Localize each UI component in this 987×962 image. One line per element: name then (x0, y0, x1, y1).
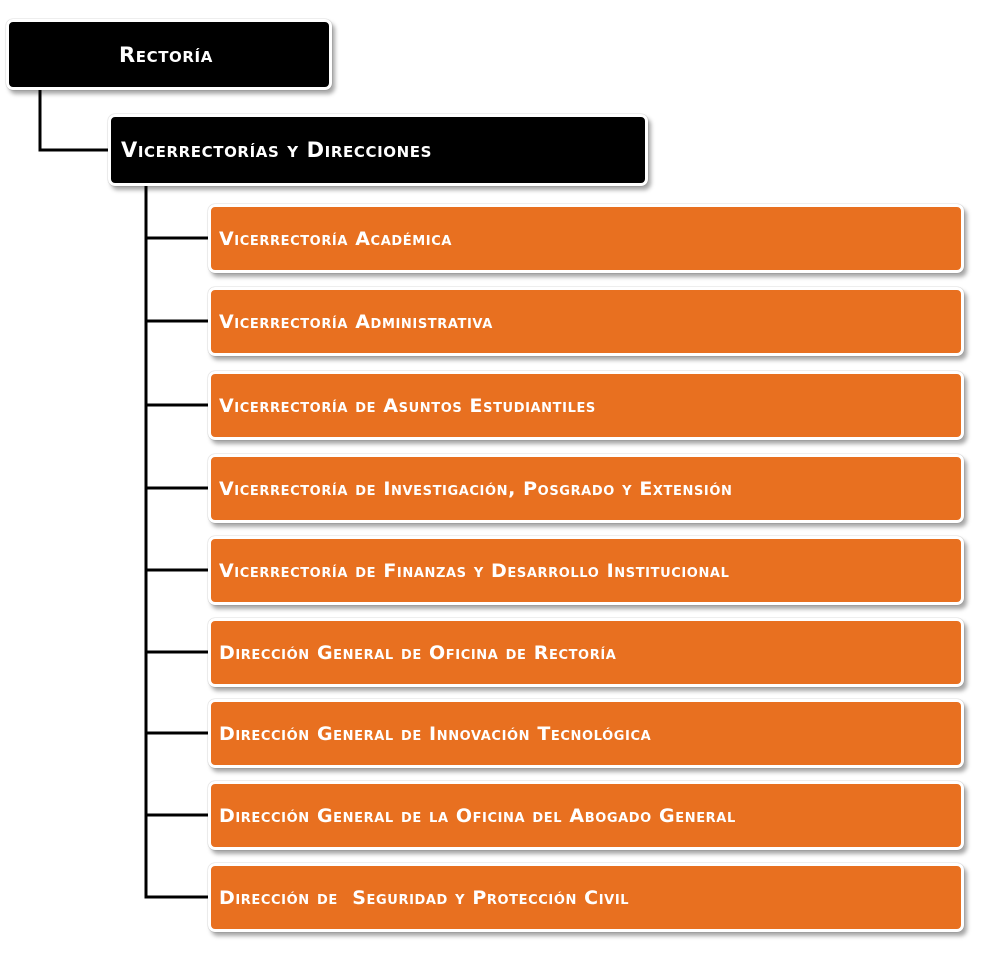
node-vicerrectoria-investigacion-posgrado-extension (208, 454, 964, 523)
node-rectoria-label: Rectoría (119, 42, 213, 67)
node-label: Dirección de Seguridad y Protección Civil (219, 886, 630, 909)
node-vicerrectorias-label: Vicerrectorías y Direcciones (121, 138, 433, 162)
node-direccion-abogado-general (208, 781, 964, 850)
node-rectoria (6, 19, 332, 90)
node-vicerrectoria-finanzas-desarrollo (208, 536, 964, 605)
node-direccion-innovacion-tecnologica (208, 699, 964, 768)
node-label: Dirección General de Oficina de Rectoría (219, 641, 617, 664)
node-label: Dirección General de Innovación Tecnológica (219, 722, 652, 745)
node-vicerrectoria-academica (208, 204, 964, 273)
node-label: Vicerrectoría Administrativa (219, 310, 493, 333)
node-label: Vicerrectoría de Asuntos Estudiantiles (219, 394, 596, 417)
node-label: Vicerrectoría de Finanzas y Desarrollo Institucional (219, 559, 730, 582)
node-direccion-oficina-rectoria (208, 618, 964, 687)
node-vicerrectoria-administrativa (208, 287, 964, 356)
node-label: Dirección General de la Oficina del Abogado General (219, 804, 736, 827)
node-vicerrectorias-y-direcciones (108, 114, 648, 186)
node-direccion-seguridad-proteccion-civil (208, 863, 964, 932)
node-label: Vicerrectoría de Investigación, Posgrado y Extensión (219, 477, 733, 500)
node-label: Vicerrectoría Académica (219, 227, 452, 250)
node-vicerrectoria-asuntos-estudiantiles (208, 371, 964, 440)
